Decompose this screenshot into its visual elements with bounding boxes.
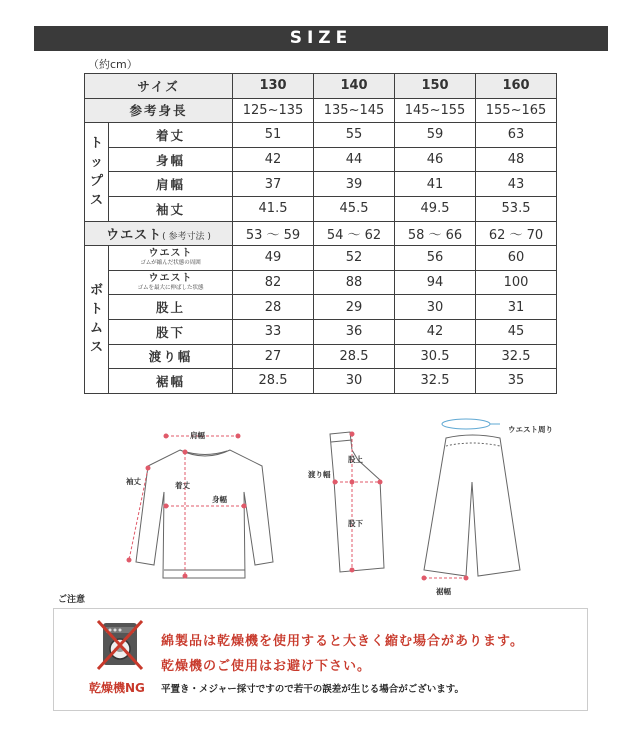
label-length: 着丈 [175,481,190,490]
row-label-main: ウエスト [148,273,193,285]
dryer-ng-icon [94,617,146,675]
table-cell: 55 [314,123,395,148]
table-cell: 48 [476,147,557,172]
sweatshirt-illustration [136,450,273,578]
side-pants-illustration [330,432,384,572]
table-cell: 42 [233,147,314,172]
table-cell: 39 [314,172,395,197]
table-cell: 49 [233,246,314,271]
row-label: 股下 [109,319,233,344]
size-130: 130 [233,74,314,99]
height-label: 参考身長 [85,98,233,123]
table-cell: 49.5 [395,196,476,221]
bottoms-row-inseam [85,319,557,344]
table-cell: 30.5 [395,344,476,369]
waist-around-marker [442,419,500,429]
measurement-diagrams [0,410,640,600]
tops-row-length [85,123,557,148]
bottoms-row-thigh [85,344,557,369]
table-cell: 37 [233,172,314,197]
caution-box [53,608,588,711]
pants-measure-lines [333,432,383,573]
label-inseam: 股下 [348,519,363,528]
table-cell: 42 [395,319,476,344]
table-cell: 63 [476,123,557,148]
group-char: ッ [89,154,103,170]
table-cell: 27 [233,344,314,369]
hem-measure-line [422,576,469,581]
group-char: プ [89,173,103,189]
table-cell: 33 [233,319,314,344]
table-cell: 30 [314,369,395,394]
size-160: 160 [476,74,557,99]
size-banner: SIZE [34,26,608,51]
table-cell: 45.5 [314,196,395,221]
row-label: 肩幅 [109,172,233,197]
bottoms-group-label [85,246,109,394]
table-cell: 59 [395,123,476,148]
label-rise: 股上 [348,455,363,464]
table-cell: 88 [314,270,395,295]
tops-row-shoulder [85,172,557,197]
size-150: 150 [395,74,476,99]
waist-ref-text: ウエスト [106,227,163,243]
tops-row-sleeve [85,196,557,221]
table-cell: 82 [233,270,314,295]
caution-line-2: 乾燥機のご使用はお避け下さい。 [161,659,372,674]
size-header-row [85,74,557,99]
table-cell: 41.5 [233,196,314,221]
row-label-sub: ゴムが縮んだ状態の周囲 [140,260,201,267]
unit-note: （約cm） [88,58,138,71]
table-cell: 54 ～ 62 [314,221,395,246]
row-label: 裾幅 [109,369,233,394]
table-cell: 46 [395,147,476,172]
table-cell: 28.5 [314,344,395,369]
group-char: ボ [89,283,103,299]
group-char: ス [89,340,103,356]
row-label: 渡り幅 [109,344,233,369]
height-row [85,98,557,123]
table-cell: 28 [233,295,314,320]
bottoms-row-waist-relaxed [85,246,557,271]
table-cell: 35 [476,369,557,394]
row-label-main: ウエスト [148,248,193,260]
size-header-label: サイズ [85,74,233,99]
table-cell: 28.5 [233,369,314,394]
size-140: 140 [314,74,395,99]
row-label [109,270,233,295]
table-cell: 45 [476,319,557,344]
table-cell: 100 [476,270,557,295]
table-cell: 155~165 [476,98,557,123]
table-cell: 135~145 [314,98,395,123]
row-label [109,246,233,271]
label-waist-around: ウエスト周り [508,425,553,434]
table-cell: 60 [476,246,557,271]
table-cell: 53 ～ 59 [233,221,314,246]
bottoms-row-hem [85,369,557,394]
group-char: ト [89,135,103,151]
table-cell: 30 [395,295,476,320]
garment-illustrations [0,410,640,600]
waist-ref-label [85,221,233,246]
group-char: ム [89,321,103,337]
table-cell: 41 [395,172,476,197]
label-thigh: 渡り幅 [308,470,331,479]
row-label-sub: ゴムを最大に伸ばした状態 [137,285,204,292]
table-cell: 43 [476,172,557,197]
bottoms-row-waist-stretched [85,270,557,295]
group-char: ト [89,302,103,318]
waist-ref-sub: ( 参考寸法 ) [162,231,211,242]
table-cell: 94 [395,270,476,295]
waist-ref-row [85,221,557,246]
table-cell: 53.5 [476,196,557,221]
group-char: ス [89,192,103,208]
table-cell: 51 [233,123,314,148]
table-cell: 62 ～ 70 [476,221,557,246]
size-table [84,73,557,394]
shirt-measure-lines [127,434,247,579]
label-chest: 身幅 [212,495,227,504]
table-cell: 58 ～ 66 [395,221,476,246]
table-cell: 29 [314,295,395,320]
row-label: 股上 [109,295,233,320]
row-label: 身幅 [109,147,233,172]
table-cell: 56 [395,246,476,271]
caution-line-3: 平置き・メジャー採寸ですので若干の誤差が生じる場合がございます。 [161,684,465,695]
label-sleeve: 袖丈 [126,477,141,486]
front-pants-illustration [424,435,520,576]
caution-line-1: 綿製品は乾燥機を使用すると大きく縮む場合があります。 [161,634,524,649]
label-shoulder: 肩幅 [190,431,205,440]
table-cell: 32.5 [395,369,476,394]
row-label: 着丈 [109,123,233,148]
table-cell: 145~155 [395,98,476,123]
tops-row-chest [85,147,557,172]
label-hem: 裾幅 [436,587,451,596]
bottoms-row-rise [85,295,557,320]
table-cell: 52 [314,246,395,271]
table-cell: 44 [314,147,395,172]
table-cell: 32.5 [476,344,557,369]
caution-title: ご注意 [58,595,86,605]
table-cell: 125~135 [233,98,314,123]
tops-group-label [85,123,109,221]
row-label: 袖丈 [109,196,233,221]
table-cell: 36 [314,319,395,344]
dryer-ng-label: 乾燥機NG [89,681,145,695]
table-cell: 31 [476,295,557,320]
